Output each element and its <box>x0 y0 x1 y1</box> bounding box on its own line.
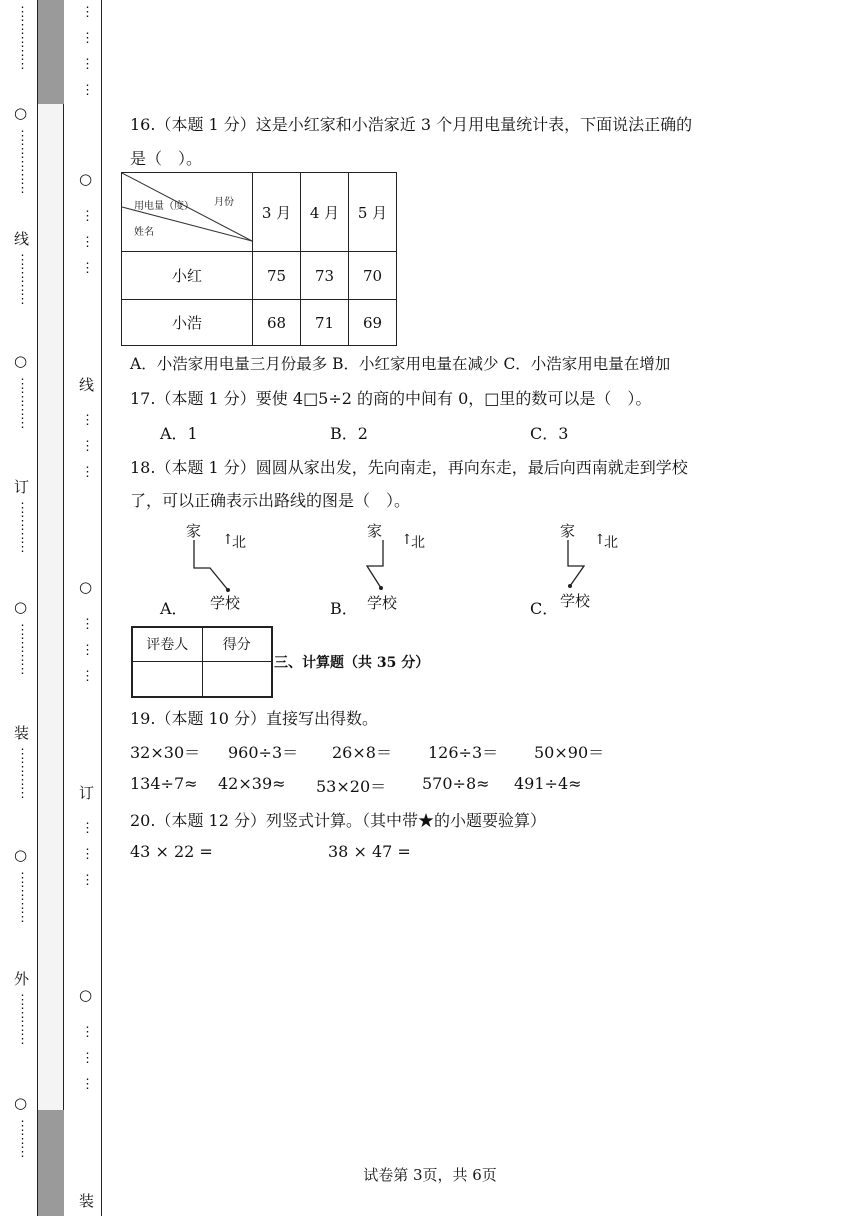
score-header: 得分 <box>202 627 272 661</box>
margin-label-ding: 订 <box>14 478 30 496</box>
school-label: 学校 <box>560 592 591 610</box>
home-label: 家 <box>186 522 202 540</box>
margin-label-xian-inner: 线 <box>79 376 95 394</box>
score-field[interactable] <box>202 661 272 697</box>
electricity-table <box>121 172 397 346</box>
dots: ⋮ ⋮ ⋮ ⋮ ⋮ <box>16 129 29 196</box>
route-figure-a <box>180 518 290 618</box>
margin-label-wai: 外 <box>14 970 30 988</box>
margin-label-zhuang: 装 <box>14 724 30 742</box>
header-month-label: 月份 <box>214 197 234 208</box>
month-header: 4 月 <box>301 173 349 252</box>
table-row <box>122 252 397 300</box>
q17-stem: 17.（本题 1 分）要使 4□5÷2 的商的中间有 0，□里的数可以是（ ）。 <box>130 389 652 408</box>
q17-option-c: C．3 <box>530 424 569 443</box>
q16-line2: 是（ ）。 <box>130 149 203 168</box>
route-figure-c <box>558 518 668 618</box>
q20-stem: 20.（本题 12 分）列竖式计算。（其中带★的小题要验算） <box>130 811 546 830</box>
dots: ⋮ ⋮ ⋮ <box>81 617 94 684</box>
north-arrow-icon: ↑ <box>594 532 606 548</box>
score-box <box>131 626 273 698</box>
q18-option-c: C． <box>530 599 559 618</box>
q19-item: 53×20＝ <box>316 777 387 796</box>
north-label: 北 <box>411 535 425 551</box>
dots: ⋮ ⋮ ⋮ <box>81 821 94 888</box>
table-cell: 73 <box>301 252 349 300</box>
table-cell: 71 <box>301 300 349 346</box>
q17-option-b: B．2 <box>330 424 368 443</box>
circle-mark: ○ <box>14 104 28 122</box>
q18-option-b: B． <box>330 599 358 618</box>
row-name: 小红 <box>122 252 253 300</box>
header-name-label: 姓名 <box>134 227 154 238</box>
dots: ⋮ ⋮ ⋮ ⋮ <box>16 747 29 801</box>
dots: ⋮ ⋮ ⋮ <box>81 413 94 480</box>
q18-line1: 18.（本题 1 分）圆圆从家出发，先向南走，再向东走，最后向西南就走到学校 <box>130 458 688 477</box>
grader-field[interactable] <box>132 661 202 697</box>
table-cell: 68 <box>253 300 301 346</box>
month-header: 3 月 <box>253 173 301 252</box>
dots: ⋮ ⋮ ⋮ ⋮ <box>16 993 29 1047</box>
q19-item: 491÷4≈ <box>514 774 582 793</box>
table-cell: 70 <box>349 252 397 300</box>
circle-mark: ○ <box>14 598 28 616</box>
dots: ⋮ ⋮ ⋮ ⋮ <box>16 253 29 307</box>
north-arrow-icon: ↑ <box>222 532 234 548</box>
q19-item: 42×39≈ <box>218 774 286 793</box>
route-figure-b <box>365 518 475 618</box>
circle-mark: ○ <box>14 846 28 864</box>
q19-item: 570÷8≈ <box>422 774 490 793</box>
q16-line1: 16.（本题 1 分）这是小红家和小浩家近 3 个月用电量统计表，下面说法正确的 <box>130 115 693 134</box>
q20-item: 38 × 47 = <box>328 842 411 861</box>
binding-margin-outer <box>0 0 38 1216</box>
margin-label-ding-inner: 订 <box>79 784 95 802</box>
north-label: 北 <box>232 535 246 551</box>
dots: ⋮ ⋮ ⋮ ⋮ <box>16 871 29 925</box>
circle-mark: ○ <box>79 578 93 596</box>
q19-stem: 19.（本题 10 分）直接写出得数。 <box>130 709 378 728</box>
page-footer: 试卷第 3页，共 6页 <box>363 1166 497 1184</box>
margin-label-xian: 线 <box>14 230 30 248</box>
north-arrow-icon: ↑ <box>401 532 413 548</box>
q18-option-a: A． <box>160 599 188 618</box>
dots: ⋮ ⋮ ⋮ ⋮ <box>16 377 29 431</box>
q20-item: 43 × 22 = <box>130 842 213 861</box>
section-title: 三、计算题（共 35 分） <box>274 655 430 671</box>
circle-mark: ○ <box>14 352 28 370</box>
q18-line2: 了，可以正确表示出路线的图是（ ）。 <box>130 491 411 510</box>
binding-strip <box>38 0 64 1216</box>
home-label: 家 <box>367 522 383 540</box>
q19-item: 126÷3＝ <box>428 743 499 762</box>
north-label: 北 <box>604 535 618 551</box>
dots: ⋮ ⋮ ⋮ ⋮ <box>81 5 94 98</box>
dots: ⋮ ⋮ ⋮ ⋮ <box>16 623 29 677</box>
circle-mark: ○ <box>79 986 93 1004</box>
grader-header: 评卷人 <box>132 627 202 661</box>
circle-mark: ○ <box>14 1094 28 1112</box>
dots: ⋮ ⋮ ⋮ <box>81 1025 94 1092</box>
circle-mark: ○ <box>79 170 93 188</box>
dots: ⋮ ⋮ ⋮ ⋮ <box>16 501 29 555</box>
month-header: 5 月 <box>349 173 397 252</box>
row-name: 小浩 <box>122 300 253 346</box>
q19-item: 960÷3＝ <box>228 743 299 762</box>
q17-option-a: A．1 <box>160 424 198 443</box>
school-label: 学校 <box>367 594 398 612</box>
q19-item: 134÷7≈ <box>130 774 198 793</box>
table-cell: 69 <box>349 300 397 346</box>
dots: ⋮ ⋮ ⋮ <box>81 209 94 276</box>
q19-item: 50×90＝ <box>534 743 605 762</box>
diagonal-lines <box>122 173 252 251</box>
strip-shade-bottom <box>38 1110 64 1216</box>
school-label: 学校 <box>210 594 241 612</box>
q16-options: A．小浩家用电量三月份最多 B．小红家用电量在减少 C．小浩家用电量在增加 <box>130 355 671 373</box>
dots: ⋮ ⋮ ⋮ ⋮ ⋮ <box>16 5 29 72</box>
dots: ⋮ ⋮ ⋮ <box>16 1119 29 1160</box>
strip-shade-top <box>38 0 64 104</box>
table-cell: 75 <box>253 252 301 300</box>
header-usage-label: 用电量（度） <box>134 201 194 212</box>
binding-margin-inner <box>64 0 102 1216</box>
q19-item: 32×30＝ <box>130 743 201 762</box>
home-label: 家 <box>560 522 576 540</box>
q19-item: 26×8＝ <box>332 743 392 762</box>
table-row <box>122 300 397 346</box>
diagonal-header-cell <box>122 173 253 252</box>
margin-label-zhuang-inner: 装 <box>79 1192 95 1210</box>
